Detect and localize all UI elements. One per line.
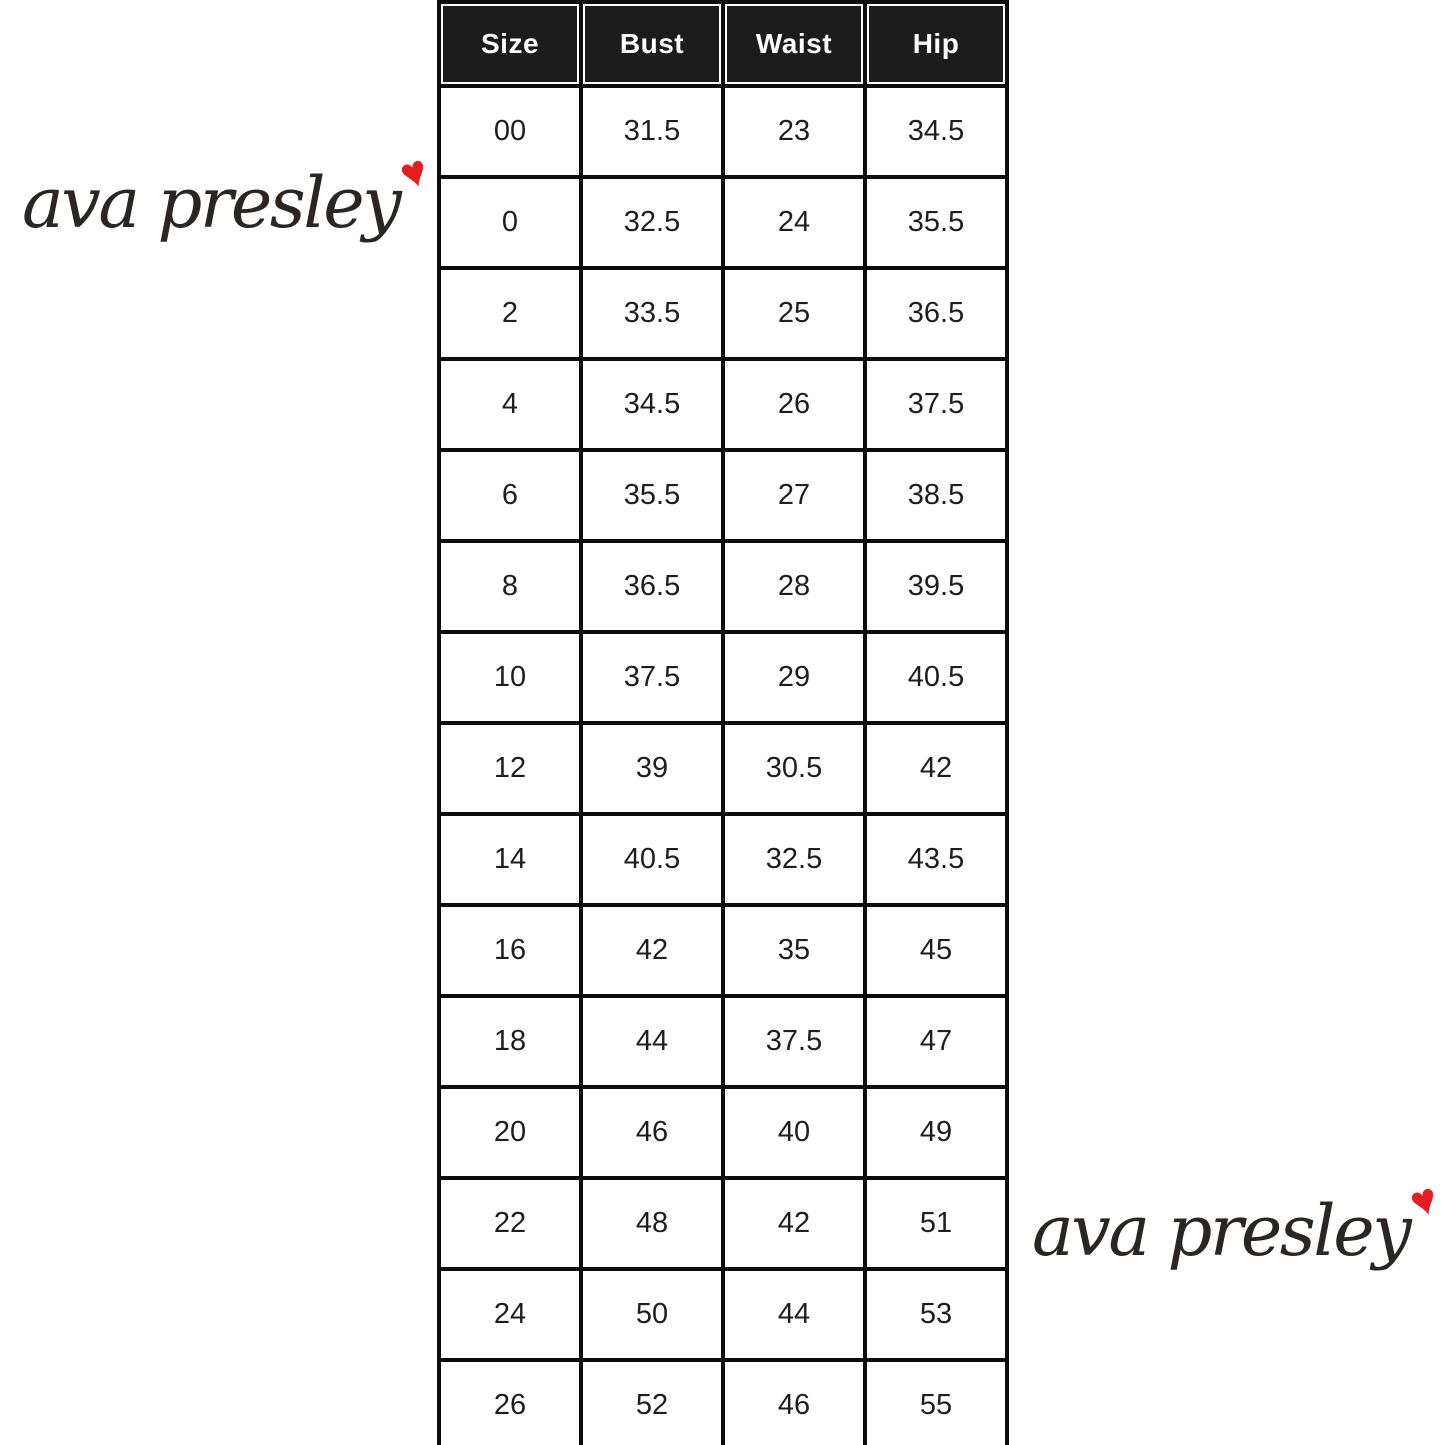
header-bust: Bust <box>581 2 723 86</box>
cell-hip: 47 <box>865 996 1007 1087</box>
cell-hip: 43.5 <box>865 814 1007 905</box>
cell-waist: 35 <box>723 905 865 996</box>
cell-hip: 37.5 <box>865 359 1007 450</box>
cell-waist: 42 <box>723 1178 865 1269</box>
cell-bust: 52 <box>581 1360 723 1445</box>
cell-size: 12 <box>439 723 581 814</box>
brand-logo-text: ava presley <box>22 162 400 244</box>
cell-hip: 49 <box>865 1087 1007 1178</box>
cell-hip: 40.5 <box>865 632 1007 723</box>
cell-size: 4 <box>439 359 581 450</box>
cell-size: 22 <box>439 1178 581 1269</box>
table-row <box>439 1269 1007 1360</box>
cell-size: 20 <box>439 1087 581 1178</box>
cell-bust: 32.5 <box>581 177 723 268</box>
table-row <box>439 541 1007 632</box>
table-row <box>439 632 1007 723</box>
cell-hip: 55 <box>865 1360 1007 1445</box>
brand-logo-right <box>1032 1173 1445 1272</box>
cell-bust: 50 <box>581 1269 723 1360</box>
table-row <box>439 723 1007 814</box>
cell-size: 26 <box>439 1360 581 1445</box>
cell-waist: 46 <box>723 1360 865 1445</box>
cell-hip: 45 <box>865 905 1007 996</box>
cell-size: 8 <box>439 541 581 632</box>
cell-hip: 39.5 <box>865 541 1007 632</box>
table-row <box>439 905 1007 996</box>
cell-waist: 30.5 <box>723 723 865 814</box>
cell-bust: 36.5 <box>581 541 723 632</box>
table-row <box>439 177 1007 268</box>
cell-hip: 42 <box>865 723 1007 814</box>
cell-waist: 40 <box>723 1087 865 1178</box>
brand-logo-text: ava presley <box>1032 1190 1410 1272</box>
cell-size: 14 <box>439 814 581 905</box>
cell-hip: 36.5 <box>865 268 1007 359</box>
brand-logo-left <box>22 145 435 244</box>
cell-bust: 44 <box>581 996 723 1087</box>
table-row <box>439 268 1007 359</box>
table-row <box>439 359 1007 450</box>
cell-hip: 38.5 <box>865 450 1007 541</box>
header-hip: Hip <box>865 2 1007 86</box>
table-row <box>439 1178 1007 1269</box>
cell-hip: 35.5 <box>865 177 1007 268</box>
cell-size: 10 <box>439 632 581 723</box>
cell-waist: 44 <box>723 1269 865 1360</box>
cell-size: 00 <box>439 86 581 177</box>
header-size: Size <box>439 2 581 86</box>
cell-hip: 53 <box>865 1269 1007 1360</box>
cell-size: 18 <box>439 996 581 1087</box>
cell-bust: 37.5 <box>581 632 723 723</box>
table-row <box>439 86 1007 177</box>
cell-bust: 42 <box>581 905 723 996</box>
cell-bust: 33.5 <box>581 268 723 359</box>
cell-bust: 48 <box>581 1178 723 1269</box>
table-header-row <box>439 2 1007 86</box>
cell-bust: 35.5 <box>581 450 723 541</box>
table-row <box>439 1360 1007 1445</box>
cell-bust: 34.5 <box>581 359 723 450</box>
cell-bust: 31.5 <box>581 86 723 177</box>
cell-size: 24 <box>439 1269 581 1360</box>
header-waist: Waist <box>723 2 865 86</box>
cell-size: 16 <box>439 905 581 996</box>
heart-icon: ♥ <box>394 145 435 200</box>
table-row <box>439 996 1007 1087</box>
table-row <box>439 1087 1007 1178</box>
cell-waist: 26 <box>723 359 865 450</box>
cell-size: 0 <box>439 177 581 268</box>
cell-waist: 27 <box>723 450 865 541</box>
cell-size: 6 <box>439 450 581 541</box>
heart-icon: ♥ <box>1404 1173 1445 1228</box>
table-head <box>439 2 1007 86</box>
cell-hip: 51 <box>865 1178 1007 1269</box>
cell-size: 2 <box>439 268 581 359</box>
cell-waist: 23 <box>723 86 865 177</box>
cell-waist: 25 <box>723 268 865 359</box>
cell-waist: 32.5 <box>723 814 865 905</box>
size-chart-table <box>437 0 1009 1445</box>
table-row <box>439 450 1007 541</box>
cell-bust: 40.5 <box>581 814 723 905</box>
cell-waist: 24 <box>723 177 865 268</box>
cell-waist: 28 <box>723 541 865 632</box>
table-row <box>439 814 1007 905</box>
table-body <box>439 86 1007 1445</box>
cell-bust: 39 <box>581 723 723 814</box>
cell-waist: 29 <box>723 632 865 723</box>
cell-hip: 34.5 <box>865 86 1007 177</box>
cell-waist: 37.5 <box>723 996 865 1087</box>
cell-bust: 46 <box>581 1087 723 1178</box>
